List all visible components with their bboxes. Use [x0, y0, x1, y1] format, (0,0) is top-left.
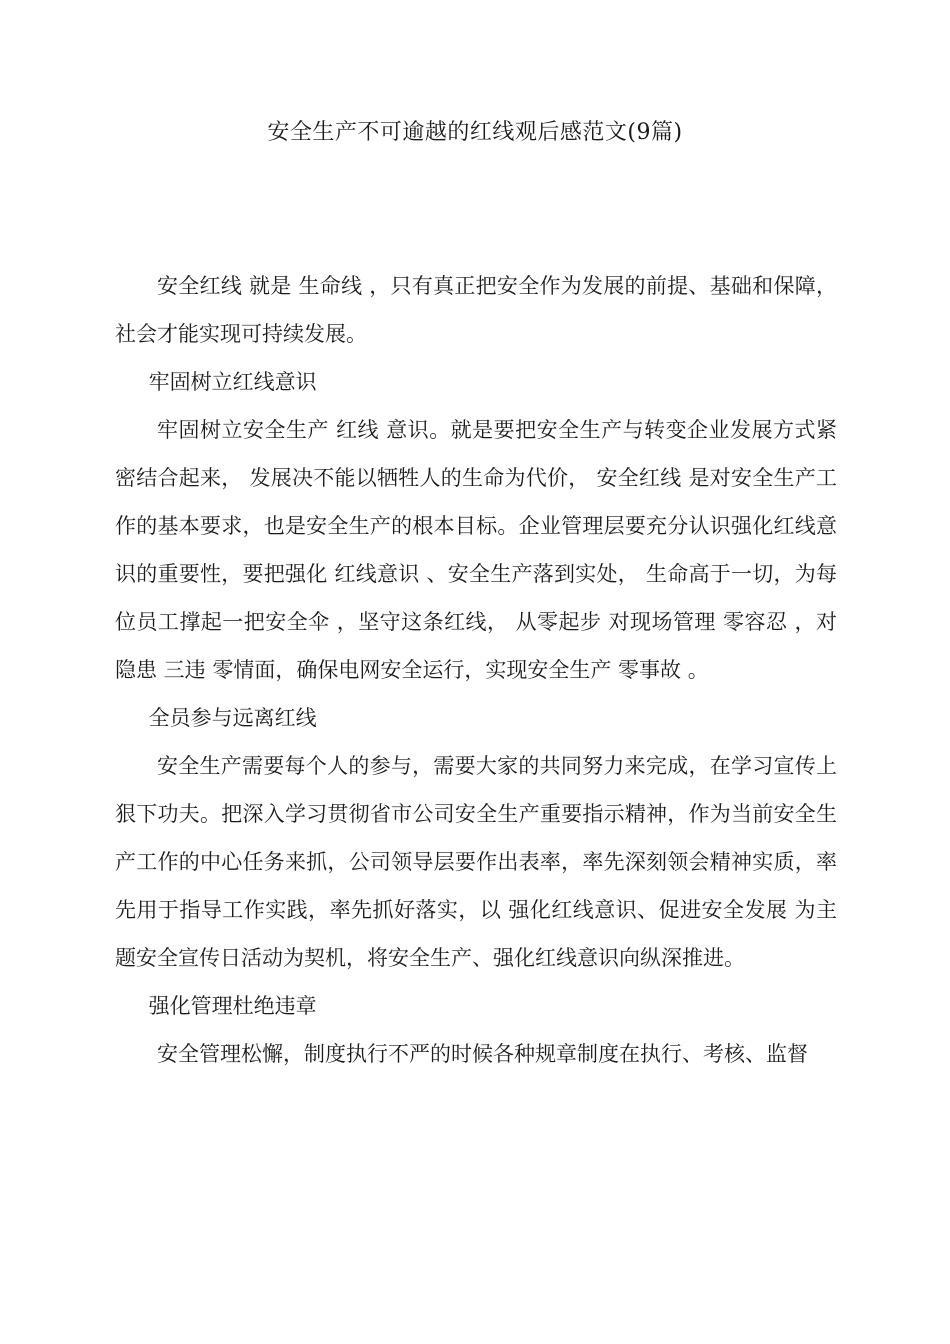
paragraph: 安全管理松懈，制度执行不严的时候各种规章制度在执行、考核、监督: [157, 1042, 808, 1066]
section-heading: 牢固树立红线意识: [148, 370, 317, 394]
paragraph: 安全红线 就是 生命线 ，只有真正把安全作为发展的前提、基础和保障，社会才能实现可持续发展。: [115, 274, 837, 346]
paragraph: 牢固树立安全生产 红线 意识。就是要把安全生产与转变企业发展方式紧密结合起来， 发展决不能以牺牲人的生命为代价， 安全红线 是对安全生产工作的基本要求，也是安全生产的根本目标。企业管理层要充分认识强化红线意识的重要性，要把强化 红线意识 、安全生产落到实处， 生命高于一切，为每位员工撑起一把安全伞 ，坚守这条红线， 从零起步 对现场管理 零容忍 ，对隐患 三违 零情面，确保电网安全运行，实现安全生产 零事故 。: [115, 418, 837, 682]
document-title: 安全生产不可逾越的红线观后感范文(9篇): [267, 120, 683, 145]
document-body: [115, 262, 837, 1078]
section-heading: 强化管理杜绝违章: [148, 994, 317, 1018]
section-heading: 全员参与远离红线: [148, 706, 317, 730]
paragraph: 安全生产需要每个人的参与，需要大家的共同努力来完成，在学习宣传上狠下功夫。把深入学习贯彻省市公司安全生产重要指示精神，作为当前安全生产工作的中心任务来抓，公司领导层要作出表率，率先深刻领会精神实质，率先用于指导工作实践，率先抓好落实，以 强化红线意识、促进安全发展 为主题安全宣传日活动为契机，将安全生产、强化红线意识向纵深推进。: [115, 754, 837, 970]
